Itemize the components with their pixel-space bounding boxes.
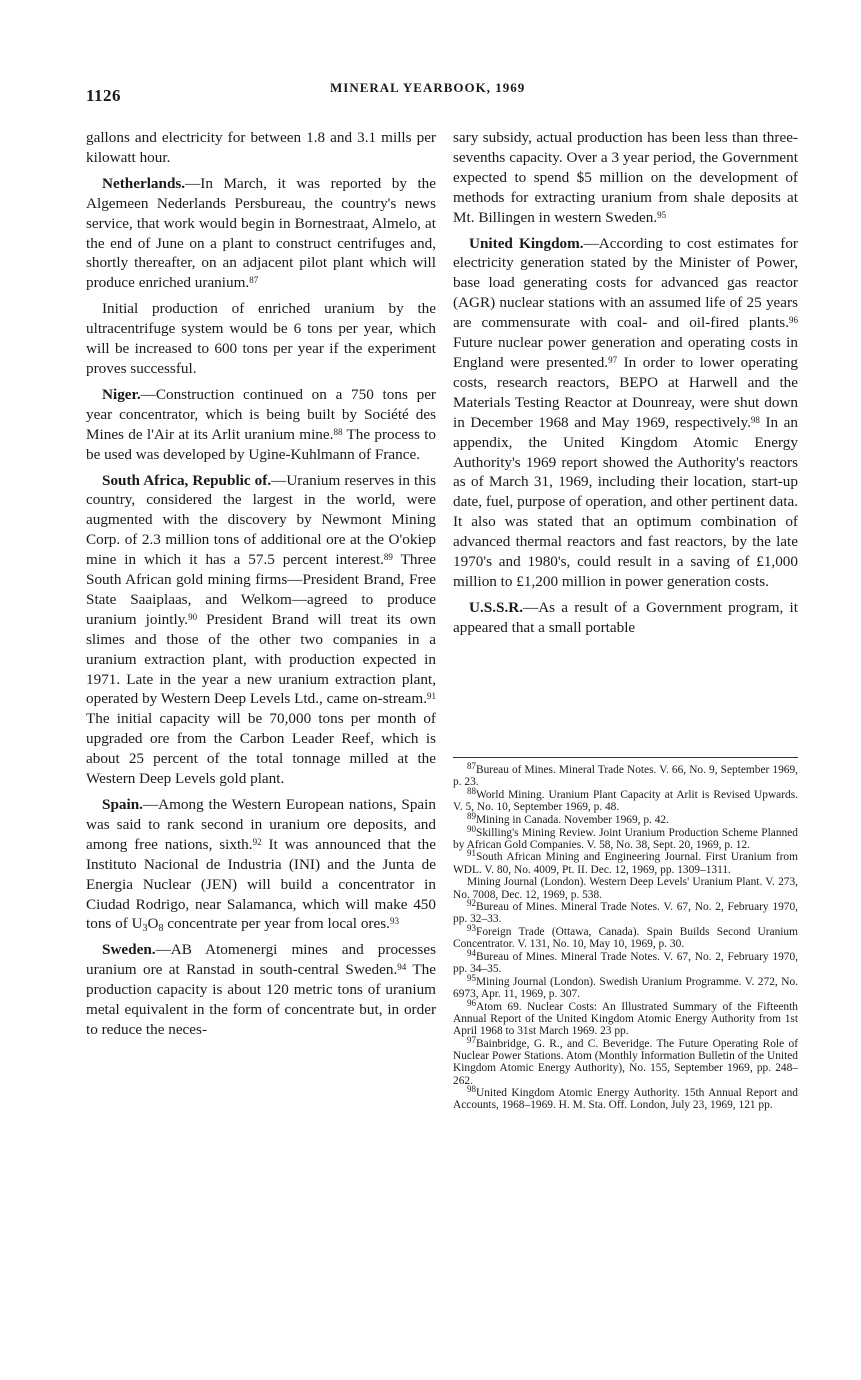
paragraph-text: —Construction continued on a 750 tons per year concentrator, which is being built by Société des Mines de l'Air at its Arlit uranium mine.	[86, 385, 436, 443]
subscript: 3	[142, 923, 148, 935]
paragraph-text: —Uranium reserves in this country, considered the largest in the world, were augmented with the discovery by Newmont Mining Corp. of 2.3 million tons of additional ore at the O'okiep mine in which it has a 57.5 percent interest.	[86, 471, 437, 569]
right-column	[453, 128, 798, 644]
subscript: 8	[158, 923, 164, 935]
footnote	[453, 876, 798, 900]
paragraph-text: —According to cost estimates for electricity generation stated by the Minister of Power, base load generating costs for advanced gas reactor (AGR) nuclear stations with an assumed life of 25 years are commensurate with coal- and oil-fired plants.	[453, 234, 798, 332]
footnote-text: World Mining. Uranium Plant Capacity at Arlit is Revised Upwards. V. 5, No. 10, September 1969, p. 48.	[453, 788, 798, 814]
section-heading: Netherlands.	[102, 174, 186, 192]
section-heading: Spain.	[102, 796, 143, 813]
paragraph-text: It was announced that the Instituto Nacional de Industria (INI) and the Junta de Energia Nuclear (JEN) will build a concentrator in Ciudad Rodrigo, near Salamanca, which will make 450 tons of U	[86, 835, 436, 933]
footnote	[453, 1084, 798, 1112]
footnote	[453, 810, 798, 826]
footnote	[453, 1034, 798, 1087]
footnote-text: Bainbridge, G. R., and C. Beveridge. The Future Operating Role of Nuclear Power Stations. Atom (Monthly Information Bulletin of the United Kingdom Atomic Energy Authority), No. 155, September 1969, pp. 248–262.	[453, 1037, 798, 1087]
footnote	[453, 997, 798, 1038]
paragraph-text: —In March, it was reported by the Algemeen Nederlands Persbureau, the country's news service, that work would begin in Bornestraat, Almelo, at the end of June on a plant to construct centrifuges and, shortly thereafter, on an adjacent pilot plant which will produce enriched uranium.	[86, 174, 436, 292]
footnote-text: Mining Journal (London). Swedish Uranium Programme. V. 272, No. 6973, Apr. 11, 1969, p. 307.	[453, 975, 798, 1001]
footnote	[453, 923, 798, 951]
footnote	[453, 948, 798, 976]
paragraph	[86, 385, 436, 465]
footnote-rule	[453, 757, 798, 758]
footnote-ref: 88	[333, 426, 343, 437]
footnote	[453, 823, 798, 851]
footnote-text: Bureau of Mines. Mineral Trade Notes. V. 66, No. 9, September 1969, p. 23.	[453, 764, 798, 789]
paragraph-text: —Among the Western European nations, Spain was said to rank second in uranium ore deposits, and among free nations, sixth.	[86, 796, 436, 853]
paragraph-text: The initial capacity will be 70,000 tons per month of upgraded ore from the Carbon Leader Reef, which is about 25 percent of the total tonnage milled at the Western Deep Levels gold plant.	[86, 710, 436, 788]
paragraph-text: —AB Atomenergi mines and processes uranium ore at Ranstad in south-central Sweden.	[86, 941, 436, 979]
footnote-number: 97	[467, 1034, 476, 1045]
footnote-ref: 93	[389, 916, 399, 927]
paragraph-continued	[86, 128, 436, 168]
left-column	[86, 128, 436, 1046]
footnote-ref: 91	[427, 691, 436, 702]
footnote-number: 91	[467, 848, 476, 859]
section-heading: United Kingdom.	[469, 234, 584, 252]
footnote-number: 89	[467, 810, 476, 821]
footnote-number: 98	[467, 1084, 476, 1095]
footnote-ref: 97	[608, 354, 618, 365]
paragraph-text: The production capacity is about 120 metric tons of uranium metal equivalent in the form of concentrate but, in order to reduce the neces-	[86, 961, 437, 1038]
running-head: MINERAL YEARBOOK, 1969	[330, 80, 526, 95]
page-number: 1126	[86, 86, 122, 105]
footnote-number: 96	[467, 997, 476, 1008]
paragraph-text: In order to lower operating costs, research reactors, BEPO at Harwell and the Materials Testing Reactor at Dounreay, were shut down in December 1968 and May 1969, respectively.	[453, 353, 798, 431]
footnote	[453, 972, 798, 1001]
footnote-text: Skilling's Mining Review. Joint Uranium Production Scheme Planned by African Gold Companies. V. 58, No. 38, Sept. 20, 1969, p. 12.	[453, 826, 798, 851]
paragraph-text: Initial production of enriched uranium by the ultracentrifuge system would be 6 tons per year, which will be increased to 600 tons per year if the experiment proves successful.	[86, 300, 436, 377]
paragraph	[86, 299, 436, 379]
footnote	[453, 848, 798, 876]
paragraph-text: sary subsidy, actual production has been less than three-sevenths capacity. Over a 3 year period, the Government expected to spend $5 million on the development of methods for extracting uranium from shale deposits at Mt. Billingen in western Sweden.	[453, 129, 798, 226]
section-heading: Niger.	[102, 385, 141, 403]
footnote-ref: 89	[383, 552, 393, 563]
footnote-text: Foreign Trade (Ottawa, Canada). Spain Builds Second Uranium Concentrator. V. 131, No. 10, May 10, 1969, p. 30.	[453, 926, 798, 951]
footnote-number: 90	[467, 823, 476, 834]
footnote-number: 87	[467, 761, 476, 771]
footnotes	[453, 761, 798, 1112]
paragraph-text: concentrate per year from local ores.	[163, 915, 390, 933]
paragraph-text: Three South African gold mining firms—President Brand, Free State Saaiplaas, and Welkom—agreed to produce uranium jointly.	[86, 551, 436, 628]
paragraph-text: —As a result of a Government program, it appeared that a small portable	[453, 598, 798, 636]
paragraph-text: gallons and electricity for between 1.8 and 3.1 mills per kilowatt hour.	[86, 129, 436, 166]
footnote-number: 95	[467, 972, 476, 983]
footnote-text: United Kingdom Atomic Energy Authority. 15th Annual Report and Accounts, 1968–1969. H. M. Sta. Off. London, July 23, 1969, 121 pp.	[453, 1087, 798, 1112]
footnote-number: 88	[467, 785, 476, 796]
footnote-ref: 96	[789, 315, 798, 326]
footnote-text: Bureau of Mines. Mineral Trade Notes. V. 67, No. 2, February 1970, pp. 32–33.	[453, 901, 798, 926]
footnote	[453, 785, 798, 814]
section-heading: U.S.S.R.	[469, 598, 524, 616]
footnote-ref: 95	[657, 209, 667, 220]
section-heading: Sweden.	[102, 941, 156, 959]
footnote-ref: 87	[249, 275, 259, 286]
paragraph	[453, 234, 798, 592]
paragraph-text: Future nuclear power generation and operating costs in England were presented.	[453, 334, 798, 371]
section-heading: South Africa, Republic of.	[102, 471, 272, 489]
footnote-text: South African Mining and Engineering Journal. First Uranium from WDL. V. 80, No. 4009, Pt. II. Dec. 12, 1969, pp. 1309–1311.	[453, 851, 798, 876]
footnote-text: Mining in Canada. November 1969, p. 42.	[476, 813, 669, 826]
footnote-ref: 98	[750, 414, 760, 425]
paragraph	[86, 174, 436, 293]
paragraph	[453, 598, 798, 638]
paragraph-text: President Brand will treat its own slimes and those of the other two companies in a uranium extraction plant, with production expected in 1971. Late in the year a new uranium extraction plant, operated by Western Deep Levels Ltd., came on-stream.	[86, 610, 436, 708]
footnote-number: 94	[467, 948, 476, 959]
footnote-text: Bureau of Mines. Mineral Trade Notes. V. 67, No. 2, February 1970, pp. 34–35.	[453, 951, 798, 976]
footnote-ref: 90	[188, 611, 198, 622]
paragraph-text: In an appendix, the United Kingdom Atomic Energy Authority's 1969 report showed the Authority's reactors as of March 31, 1969, including their location, start-up date, fuel, purpose of operation, and other pertinent data. It also was stated that an optimum combination of advanced thermal reactors and fast reactors, by the late 1970's and 1980's, could result in a saving of £1,000 million to £1,200 million in power generation costs.	[453, 413, 798, 590]
footnote-text: Mining Journal (London). Western Deep Levels' Uranium Plant. V. 273, No. 7008, Dec. 12, 1969, p. 538.	[453, 876, 798, 901]
paragraph-continued	[453, 128, 798, 228]
paragraph	[86, 471, 436, 790]
footnote-text: Atom 69. Nuclear Costs: An Illustrated Summary of the Fifteenth Annual Report of the United Kingdom Atomic Energy Authority from 1st April 1968 to 31st March 1969. 23 pp.	[453, 1000, 798, 1038]
paragraph-text: O	[147, 915, 159, 933]
footnote-ref: 94	[397, 962, 407, 973]
paragraph	[86, 795, 436, 934]
footnote-number: 92	[467, 898, 476, 909]
footnote	[453, 898, 798, 926]
footnote	[453, 761, 798, 789]
footnote-ref: 92	[252, 836, 262, 847]
paragraph	[86, 940, 436, 1040]
footnote-number: 93	[467, 923, 476, 934]
paragraph-text: The process to be used was developed by Ugine-Kuhlmann of France.	[86, 425, 437, 463]
